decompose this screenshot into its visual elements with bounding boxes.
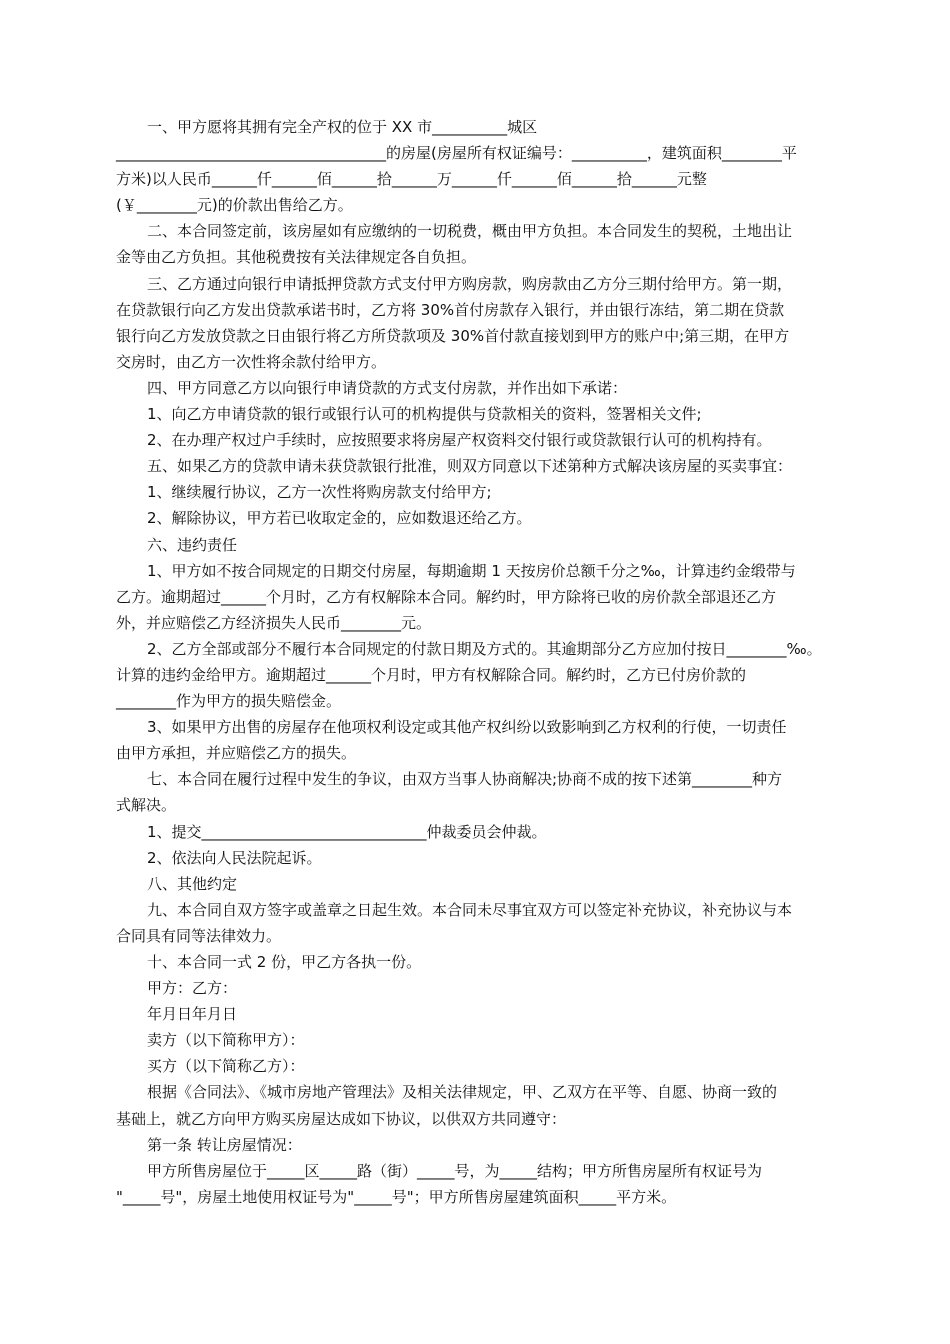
document-line: ____________________________________的房屋(房屋所有权证编号：__________，建筑面积________平: [116, 144, 797, 163]
document-line: 第一条 转让房屋情况：: [147, 1135, 302, 1154]
document-line: 外，并应赔偿乙方经济损失人民币________元。: [116, 613, 432, 632]
document-line: 十、本合同一式 2 份，甲乙方各执一份。: [147, 953, 422, 971]
document-line: 二、本合同签定前，该房屋如有应缴纳的一切税费，概由甲方负担。本合同发生的契税，土地出让: [147, 222, 793, 241]
document-line: 合同具有同等法律效力。: [116, 926, 282, 945]
document-line: 甲方：乙方：: [147, 979, 238, 998]
document-line: 在贷款银行向乙方发出贷款承诺书时，乙方将 30%首付房款存入银行，并由银行冻结，第二期在贷款: [116, 300, 785, 319]
document-line: 五、如果乙方的贷款申请未获贷款银行批准，则双方同意以下述第种方式解决该房屋的买卖事宜：: [147, 457, 793, 476]
document-line: 式解决。: [116, 796, 177, 815]
document-line: 八、其他约定: [147, 874, 238, 893]
document-line: 由甲方承担，并应赔偿乙方的损失。: [116, 744, 357, 763]
document-line: 计算的违约金给甲方。逾期超过______个月时，甲方有权解除合同。解约时，乙方已付房价款的: [116, 665, 747, 684]
document-line: 1、继续履行协议，乙方一次性将购房款支付给甲方;: [147, 483, 492, 502]
document-line: 1、提交______________________________仲裁委员会仲裁。: [147, 822, 547, 841]
document-line: 2、依法向人民法院起诉。: [147, 848, 322, 867]
document-line: 交房时，由乙方一次性将余款付给甲方。: [116, 352, 387, 371]
document-line: 买方（以下简称乙方）：: [147, 1057, 305, 1076]
document-line: (￥________元)的价款出售给乙方。: [116, 196, 353, 215]
document-line: 1、向乙方申请贷款的银行或银行认可的机构提供与贷款相关的资料，签署相关文件;: [147, 405, 702, 424]
document-line: 七、本合同在履行过程中发生的争议，由双方当事人协商解决;协商不成的按下述第________种方: [147, 770, 783, 789]
document-line: 甲方所售房屋位于_____区_____路（街）_____号，为_____结构；甲方所售房屋所有权证号为: [147, 1161, 763, 1180]
document-line: 2、解除协议，甲方若已收取定金的，应如数退还给乙方。: [147, 509, 532, 528]
document-line: 一、甲方愿将其拥有完全产权的位于 XX 市__________城区: [147, 118, 538, 136]
document-line: 三、乙方通过向银行申请抵押贷款方式支付甲方购房款，购房款由乙方分三期付给甲方。第一期，: [147, 274, 793, 293]
document-line: 九、本合同自双方签字或盖章之日起生效。本合同未尽事宜双方可以签定补充协议，补充协议与本: [147, 900, 793, 919]
document-line: 3、如果甲方出售的房屋存在他项权利设定或其他产权纠纷以致影响到乙方权利的行使，一切责任: [147, 718, 787, 737]
document-line: 银行向乙方发放贷款之日由银行将乙方所贷款项及 30%首付款直接划到甲方的账户中;第三期，在甲方: [116, 326, 790, 345]
document-line: 1、甲方如不按合同规定的日期交付房屋，每期逾期 1 天按房价总额千分之‰，计算违约金缎带与: [147, 561, 796, 580]
document-line: 基础上，就乙方向甲方购买房屋达成如下协议，以供双方共同遵守：: [116, 1109, 567, 1128]
document-line: 六、违约责任: [147, 535, 238, 554]
document-line: 四、甲方同意乙方以向银行申请贷款的方式支付房款，并作出如下承诺：: [147, 378, 628, 397]
document-line: 2、在办理产权过户手续时，应按照要求将房屋产权资料交付银行或贷款银行认可的机构持有。: [147, 431, 772, 450]
document-line: 方米)以人民币______仟______佰______拾______万______仟______佰______拾______元整: [116, 170, 707, 189]
document-line: 根据《合同法》、《城市房地产管理法》及相关法律规定，甲、乙双方在平等、自愿、协商一致的: [147, 1083, 778, 1102]
document-line: ________作为甲方的损失赔偿金。: [116, 692, 342, 711]
document-line: "_____号"，房屋土地使用权证号为"_____号"；甲方所售房屋建筑面积_____平方米。: [116, 1187, 677, 1206]
document-line: 2、乙方全部或部分不履行本合同规定的付款日期及方式的。其逾期部分乙方应加付按日________‰。: [147, 639, 822, 658]
document-line: 卖方（以下简称甲方）：: [147, 1031, 305, 1050]
document-line: 乙方。逾期超过______个月时，乙方有权解除本合同。解约时，甲方除将已收的房价款全部退还乙方: [116, 587, 777, 606]
document-line: 年月日年月日: [147, 1005, 238, 1024]
document-page: [116, 114, 838, 1210]
document-line: 金等由乙方负担。其他税费按有关法律规定各自负担。: [116, 248, 477, 267]
